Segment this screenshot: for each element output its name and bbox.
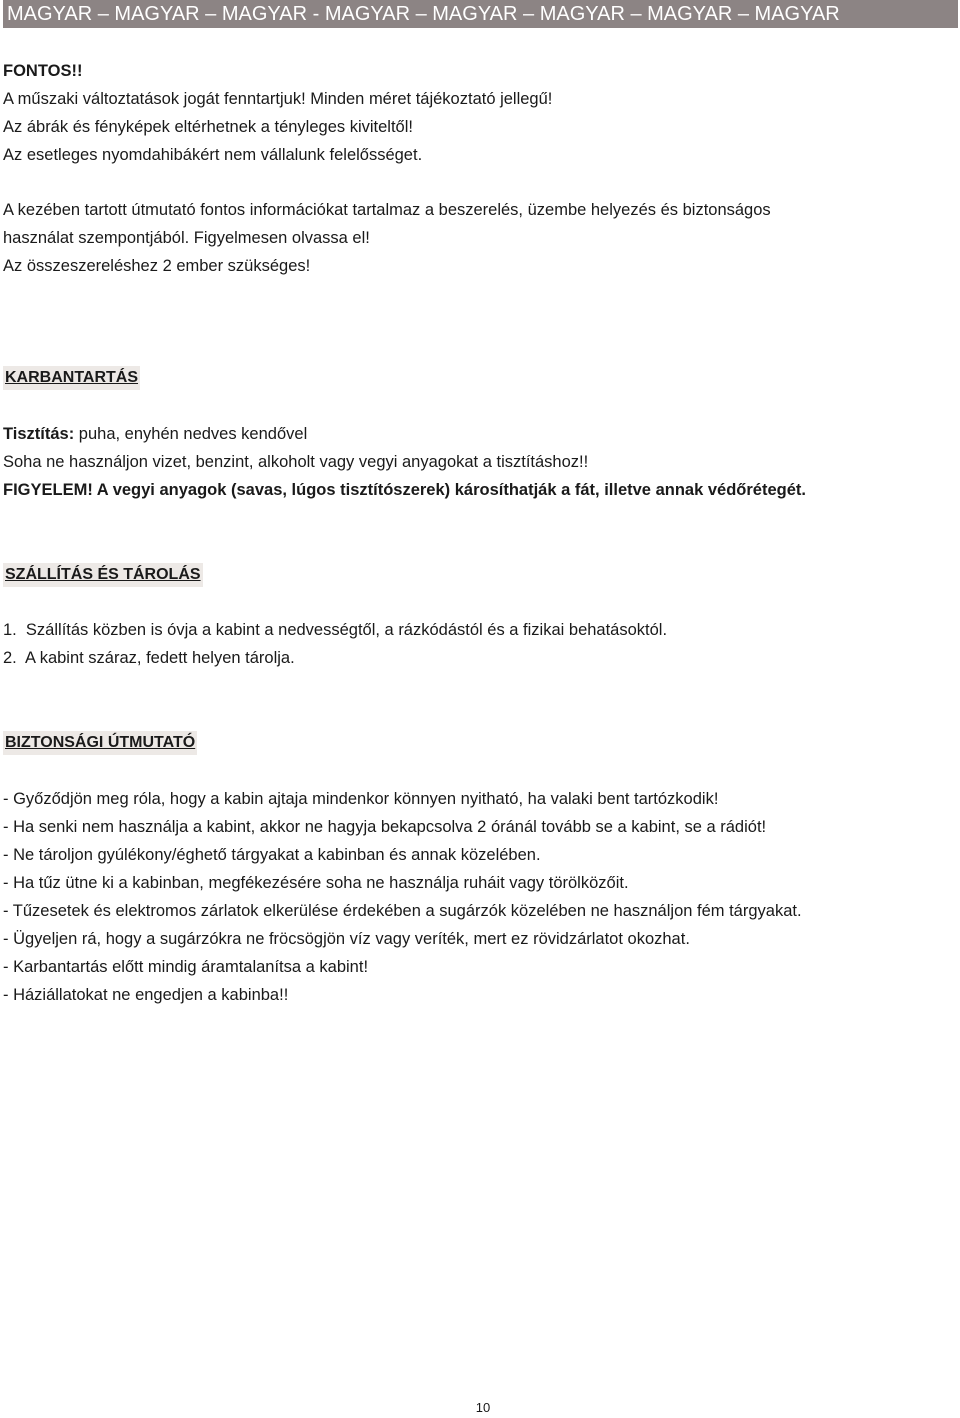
intro-line: A kezében tartott útmutató fontos információkat tartalmaz a beszerelés, üzembe helyezés és biztonságos <box>3 201 771 219</box>
transport-list <box>3 616 667 672</box>
maintenance-heading: KARBANTARTÁS <box>3 366 140 390</box>
maintenance-warning: FIGYELEM! A vegyi anyagok (savas, lúgos tisztítószerek) károsíthatják a fát, illetve annak védőrétegét. <box>3 481 806 499</box>
cleaning-text: puha, enyhén nedves kendővel <box>74 425 308 443</box>
cleaning-label: Tisztítás: <box>3 425 75 443</box>
list-item: 1. Szállítás közben is óvja a kabint a nedvességtől, a rázkódástól és a fizikai behatásoktól. <box>3 621 668 639</box>
intro-line: használat szempontjából. Figyelmesen olvassa el! <box>3 229 370 247</box>
important-title: FONTOS!! <box>3 62 83 80</box>
list-item: - Ha tűz ütne ki a kabinban, megfékezésére soha ne használja ruháit vagy törölközőit. <box>3 874 629 892</box>
important-notice <box>3 57 552 169</box>
transport-heading: SZÁLLÍTÁS ÉS TÁROLÁS <box>3 563 203 587</box>
important-line: A műszaki változtatások jogát fenntartjuk! Minden méret tájékoztató jellegű! <box>3 90 553 108</box>
intro-line: Az összeszereléshez 2 ember szükséges! <box>3 257 311 275</box>
intro-text <box>3 196 771 280</box>
list-item: - Ha senki nem használja a kabint, akkor ne hagyja bekapcsolva 2 óránál tovább se a kabint, se a rádiót! <box>3 818 767 836</box>
maintenance-text <box>3 420 806 504</box>
list-item: - Ne tároljon gyúlékony/éghető tárgyakat a kabinban és annak közelében. <box>3 846 541 864</box>
language-banner: MAGYAR – MAGYAR – MAGYAR - MAGYAR – MAGYAR – MAGYAR – MAGYAR – MAGYAR <box>3 0 958 28</box>
important-line: Az ábrák és fényképek eltérhetnek a tényleges kiviteltől! <box>3 118 413 136</box>
cleaning-line <box>3 420 806 448</box>
list-item: - Karbantartás előtt mindig áramtalanítsa a kabint! <box>3 958 369 976</box>
safety-heading: BIZTONSÁGI ÚTMUTATÓ <box>3 731 197 755</box>
important-line: Az esetleges nyomdahibákért nem vállalunk felelősséget. <box>3 146 423 164</box>
list-item: - Ügyeljen rá, hogy a sugárzókra ne fröcsögjön víz vagy veríték, mert ez rövidzárlatot okozhat. <box>3 930 690 948</box>
page-number: 10 <box>475 1400 491 1415</box>
list-item: 2. A kabint száraz, fedett helyen tárolja. <box>3 649 295 667</box>
maintenance-line: Soha ne használjon vizet, benzint, alkoholt vagy vegyi anyagokat a tisztításhoz!! <box>3 453 589 471</box>
list-item: - Háziállatokat ne engedjen a kabinba!! <box>3 986 289 1004</box>
list-item: - Győződjön meg róla, hogy a kabin ajtaja mindenkor könnyen nyitható, ha valaki bent tartózkodik! <box>3 790 719 808</box>
list-item: - Tűzesetek és elektromos zárlatok elkerülése érdekében a sugárzók közelében ne használjon fém tárgyakat. <box>3 902 802 920</box>
safety-list <box>3 785 802 1009</box>
